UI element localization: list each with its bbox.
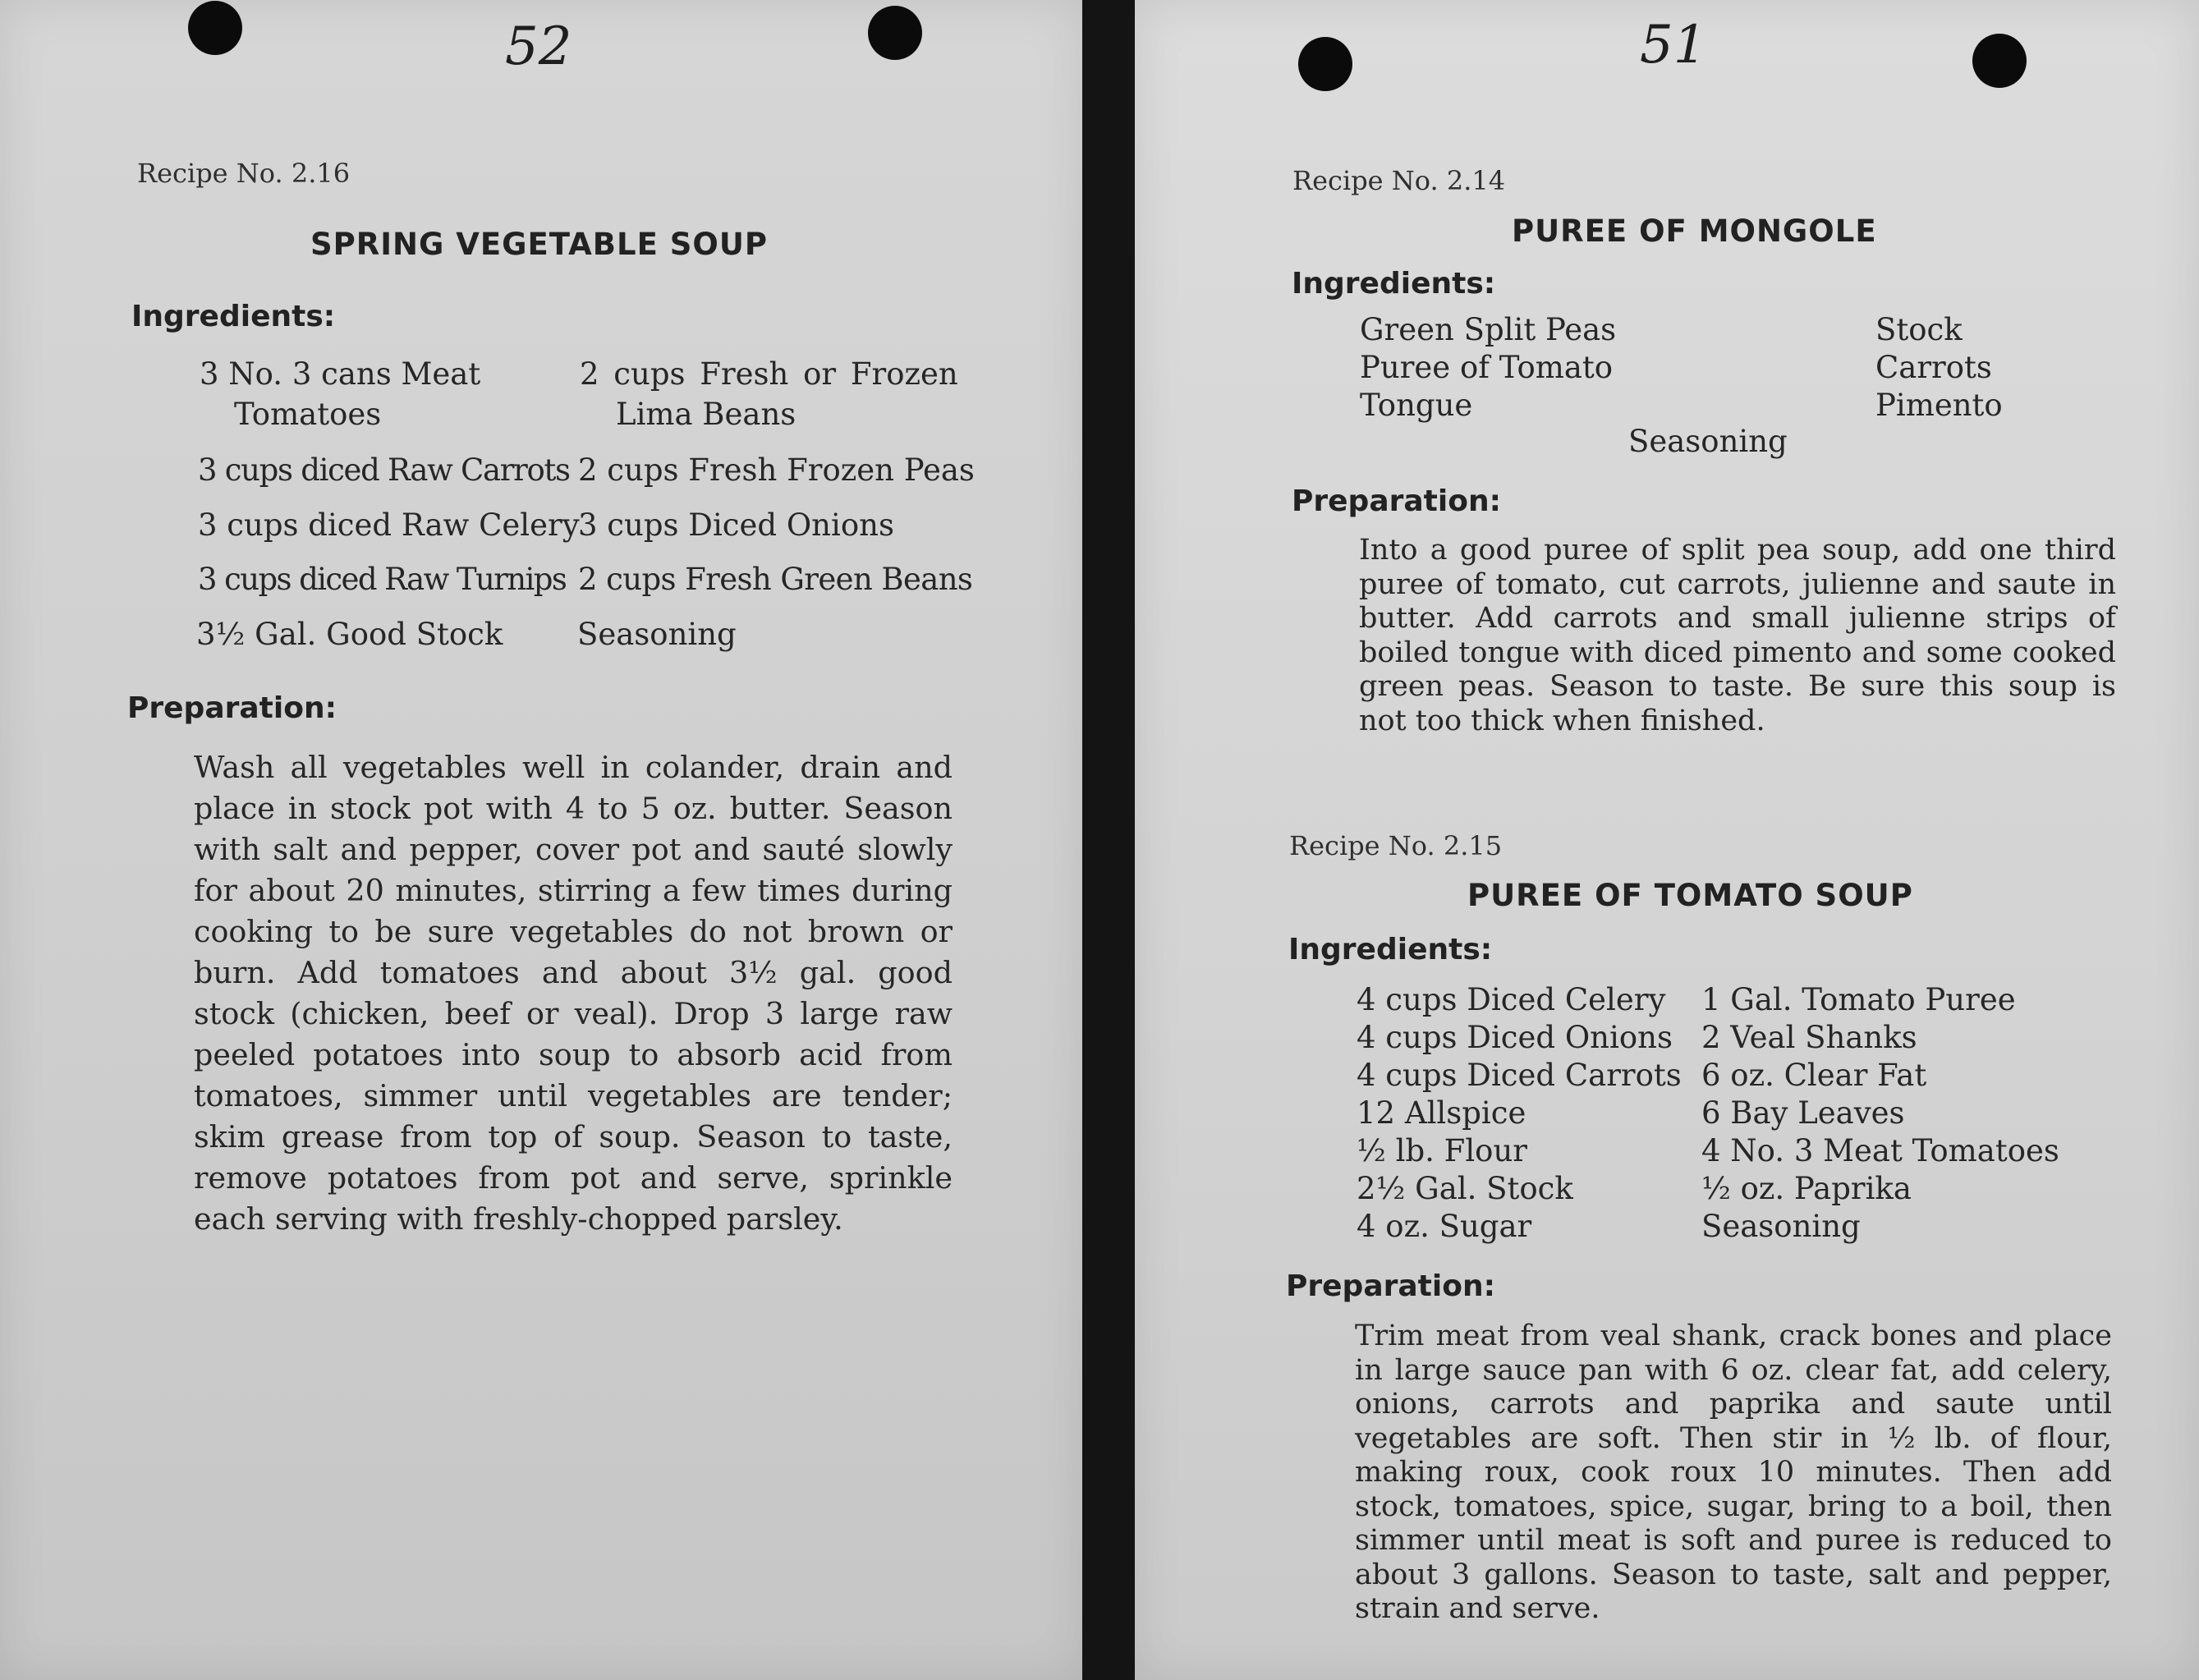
ingredient-item: ½ oz. Paprika bbox=[1701, 1171, 1912, 1206]
ingredient-item: ½ lb. Flour bbox=[1357, 1133, 1527, 1168]
ingredients-heading: Ingredients: bbox=[131, 300, 336, 333]
recipe-title: PUREE OF MONGOLE bbox=[1512, 213, 1877, 249]
ingredient-item: Puree of Tomato bbox=[1360, 350, 1614, 385]
recipe-number: Recipe No. 2.15 bbox=[1289, 830, 1503, 861]
preparation-text: Wash all vegetables well in colander, drain and place in stock pot with 4 to 5 oz. butter. Season with salt and pepper, cover pot and sauté slowly for about 20 minutes, stirring a few times during cooking to be sure vegetables do not brown or burn. Add tomatoes and about 3½ gal. good stock (chicken, beef or veal). Drop 3 large raw peeled potatoes into soup to absorb acid from tomatoes, simmer until vegetables are tender; skim grease from top of soup. Season to taste, remove potatoes from pot and serve, sprinkle each serving with freshly-chopped parsley. bbox=[194, 750, 953, 1237]
recipe-number: Recipe No. 2.14 bbox=[1292, 165, 1506, 196]
ingredient-item: Seasoning bbox=[1628, 424, 1788, 459]
recipe-card-right bbox=[1135, 0, 2199, 1680]
ingredient-item: Seasoning bbox=[1701, 1209, 1861, 1244]
ingredient-item: 2½ Gal. Stock bbox=[1357, 1171, 1573, 1206]
ingredient-item: 2 cups Fresh or Frozen bbox=[580, 356, 958, 392]
ingredient-item: 3 cups Diced Onions bbox=[578, 507, 894, 543]
punch-hole bbox=[1298, 37, 1352, 91]
ingredient-item: Pimento bbox=[1875, 388, 2003, 423]
ingredient-item: Tongue bbox=[1360, 388, 1473, 423]
ingredient-item: 3 cups diced Raw Turnips bbox=[198, 562, 567, 597]
ingredient-item: 4 cups Diced Celery bbox=[1357, 982, 1666, 1017]
preparation-heading: Preparation: bbox=[127, 691, 337, 725]
ingredient-item: Lima Beans bbox=[616, 397, 797, 432]
ingredient-item: 6 Bay Leaves bbox=[1701, 1095, 1905, 1131]
ingredient-item: 4 No. 3 Meat Tomatoes bbox=[1701, 1133, 2059, 1168]
ingredient-item: 3 No. 3 cans Meat bbox=[200, 356, 481, 392]
recipe-title: SPRING VEGETABLE SOUP bbox=[310, 227, 768, 262]
ingredient-item: 3 cups diced Raw Carrots bbox=[198, 452, 570, 488]
ingredient-item: 2 Veal Shanks bbox=[1701, 1020, 1917, 1055]
ingredient-item: 4 cups Diced Carrots bbox=[1357, 1058, 1682, 1093]
ingredient-item: Stock bbox=[1875, 312, 1963, 347]
ingredients-heading: Ingredients: bbox=[1292, 267, 1496, 301]
preparation-heading: Preparation: bbox=[1292, 484, 1501, 518]
preparation-heading: Preparation: bbox=[1286, 1269, 1495, 1303]
recipe-card-left bbox=[0, 0, 1082, 1680]
page-number: 52 bbox=[505, 16, 572, 77]
recipe-title: PUREE OF TOMATO SOUP bbox=[1467, 878, 1913, 913]
recipe-number: Recipe No. 2.16 bbox=[137, 158, 351, 189]
ingredient-item: Carrots bbox=[1875, 350, 1992, 385]
ingredient-item: 12 Allspice bbox=[1357, 1095, 1526, 1131]
ingredient-item: 1 Gal. Tomato Puree bbox=[1701, 982, 2016, 1017]
ingredient-item: 2 cups Fresh Frozen Peas bbox=[578, 452, 975, 488]
punch-hole bbox=[1972, 34, 2027, 88]
ingredient-item: Seasoning bbox=[577, 617, 737, 652]
ingredient-item: 4 oz. Sugar bbox=[1357, 1209, 1532, 1244]
page-number: 51 bbox=[1640, 15, 1707, 76]
punch-hole bbox=[188, 1, 242, 55]
punch-hole bbox=[868, 6, 922, 60]
ingredient-item: 3½ Gal. Good Stock bbox=[196, 617, 503, 652]
ingredient-item: Tomatoes bbox=[234, 397, 382, 432]
ingredient-item: 2 cups Fresh Green Beans bbox=[578, 562, 973, 597]
ingredients-heading: Ingredients: bbox=[1288, 933, 1493, 966]
ingredient-item: Green Split Peas bbox=[1360, 312, 1617, 347]
ingredient-item: 4 cups Diced Onions bbox=[1357, 1020, 1673, 1055]
ingredient-item: 3 cups diced Raw Celery bbox=[198, 507, 580, 543]
preparation-text: Trim meat from veal shank, crack bones and place in large sauce pan with 6 oz. clear fat, add celery, onions, carrots and paprika and saute until vegetables are soft. Then stir in ½ lb. of flour, making roux, cook roux 10 minutes. Then add stock, tomatoes, spice, sugar, bring to a boil, then simmer until meat is soft and puree is reduced to about 3 gallons. Season to taste, salt and pepper, strain and serve. bbox=[1355, 1320, 2112, 1625]
preparation-text: Into a good puree of split pea soup, add one third puree of tomato, cut carrots, julienne and saute in butter. Add carrots and small julienne strips of boiled tongue with diced pimento and some cooked green peas. Season to taste. Be sure this soup is not too thick when finished. bbox=[1359, 534, 2116, 737]
ingredient-item: 6 oz. Clear Fat bbox=[1701, 1058, 1927, 1093]
